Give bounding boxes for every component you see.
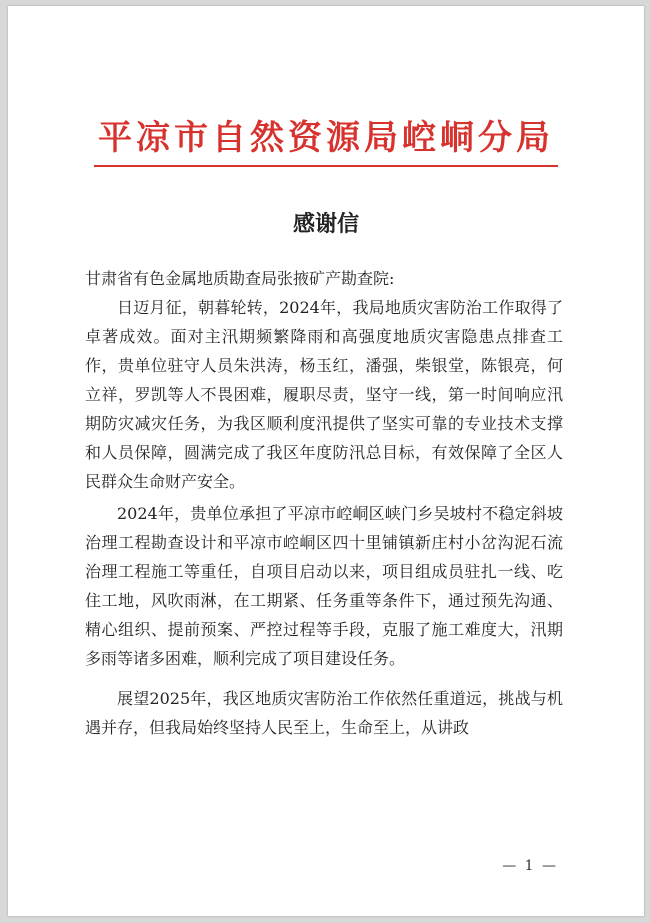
salutation: 甘肃省有色金属地质勘查局张掖矿产勘查院:: [85, 269, 395, 288]
letter-body: [85, 264, 563, 742]
page-number: — 1 —: [502, 858, 558, 874]
paragraph-2: 2024年，贵单位承担了平凉市崆峒区峡门乡吴坡村不稳定斜坡治理工程勘查设计和平凉市崆峒区四十里铺镇新庄村小岔沟泥石流治理工程施工等重任，自项目启动以来，项目组成员驻扎一线、吃住工地，风吹雨淋，在工期紧、任务重等条件下，通过预先沟通、精心组织、提前预案、严控过程等手段，克服了施工难度大，汛期多雨等诸多困难，顺利完成了项目建设任务。: [85, 504, 563, 668]
paragraph-1: 日迈月征，朝暮轮转，2024年，我局地质灾害防治工作取得了卓著成效。面对主汛期频繁降雨和高强度地质灾害隐患点排查工作，贵单位驻守人员朱洪涛，杨玉红，潘强，柴银堂，陈银亮，何立祥，罗凯等人不畏困难，履职尽责，坚守一线，第一时间响应汛期防灾减灾任务，为我区顺利度汛提供了坚实可靠的专业技术支撑和人员保障，圆满完成了我区年度防汛总目标，有效保障了全区人民群众生命财产安全。: [85, 298, 563, 491]
document-page: [8, 6, 644, 916]
document-title: 感谢信: [292, 211, 359, 237]
paragraph-3: 展望2025年，我区地质灾害防治工作依然任重道远，挑战与机遇并存，但我局始终坚持人民至上，生命至上，从讲政: [85, 689, 563, 737]
letterhead-red-rule: [94, 165, 558, 167]
letterhead: 平凉市自然资源局崆峒分局: [98, 118, 554, 158]
